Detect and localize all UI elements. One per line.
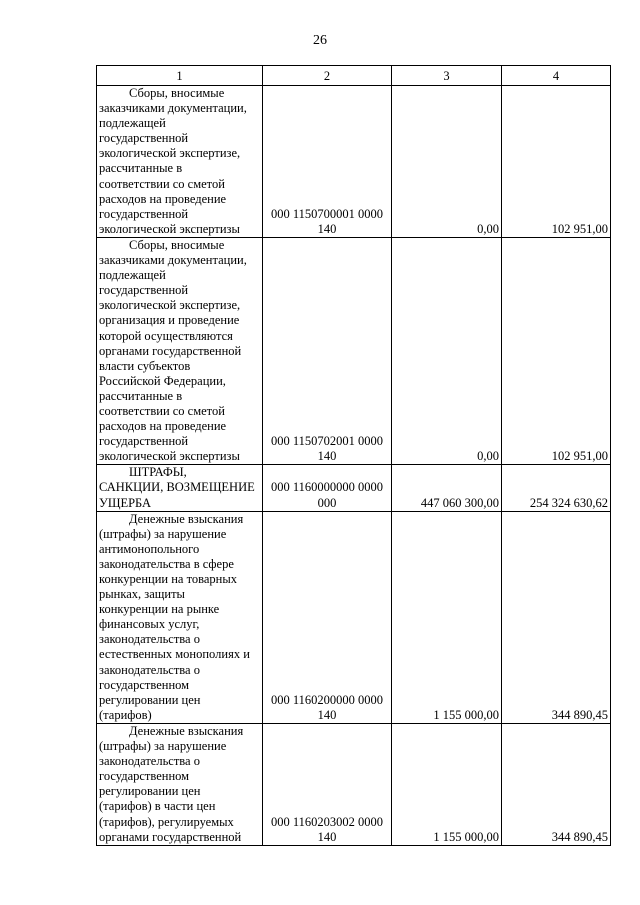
row-code-line: 140: [317, 707, 337, 722]
row-name-line: подлежащей: [99, 116, 166, 131]
budget-table: [96, 65, 611, 846]
row-name-line: законодательства о: [99, 662, 200, 677]
row-name-line: конкуренции на рынке: [99, 602, 220, 617]
table-row: [97, 237, 611, 464]
row-col3-value: 447 060 300,00: [392, 465, 502, 511]
row-name-line: экологической экспертизы: [99, 449, 240, 464]
row-col4-value: 102 951,00: [502, 237, 611, 464]
row-name-line: законодательства о: [99, 754, 200, 769]
row-code-line: 140: [317, 221, 337, 236]
header-col-4: 4: [502, 66, 611, 86]
row-code-line: 000 1160200000 0000: [270, 692, 384, 707]
row-name-line: экологической экспертизе,: [99, 298, 241, 313]
page-number: 26: [313, 33, 327, 48]
table-body: [97, 66, 611, 846]
row-code-line: 000 1150700001 0000: [270, 206, 384, 221]
row-name-line: финансовых услуг,: [99, 617, 200, 632]
row-col3-value: 0,00: [392, 237, 502, 464]
row-name-line: регулировании цен: [99, 784, 201, 799]
row-name-line: ШТРАФЫ,: [129, 465, 187, 480]
row-name-line: (тарифов): [99, 707, 152, 722]
row-name-line: государственной: [99, 131, 189, 146]
row-name-line: расходов на проведение: [99, 191, 227, 206]
row-name-line: расходов на проведение: [99, 419, 227, 434]
row-name-line: Денежные взыскания: [129, 511, 244, 526]
row-name-line: государственной: [99, 283, 189, 298]
row-code-line: 000 1160000000 0000: [270, 480, 384, 495]
row-name-line: регулировании цен: [99, 692, 201, 707]
row-name-cell: [97, 237, 263, 464]
row-code-cell: [263, 465, 392, 511]
row-name-line: которой осуществляются: [99, 328, 233, 343]
row-name-cell: [97, 86, 263, 238]
row-name-cell: [97, 511, 263, 723]
row-name-line: рынках, защиты: [99, 587, 185, 602]
table-row: [97, 465, 611, 511]
row-name-cell: [97, 465, 263, 511]
table-row: [97, 511, 611, 723]
row-code-line: 140: [317, 449, 337, 464]
row-name-line: государственной: [99, 434, 189, 449]
row-code-cell: [263, 511, 392, 723]
table-row: [97, 723, 611, 845]
row-name-line: законодательства в сфере: [99, 556, 234, 571]
row-name-line: заказчиками документации,: [99, 101, 247, 116]
row-name-line: государственной: [99, 206, 189, 221]
row-col4-value: 102 951,00: [502, 86, 611, 238]
row-col3-value: 1 155 000,00: [392, 511, 502, 723]
row-name-line: заказчиками документации,: [99, 253, 247, 268]
row-name-line: соответствии со сметой: [99, 176, 225, 191]
row-name-line: Денежные взыскания: [129, 723, 244, 738]
row-col4-value: 344 890,45: [502, 723, 611, 845]
row-name-line: экологической экспертизе,: [99, 146, 241, 161]
table-row: [97, 86, 611, 238]
row-name-line: законодательства о: [99, 632, 200, 647]
row-name-line: органами государственной: [99, 829, 242, 844]
row-col4-value: 254 324 630,62: [502, 465, 611, 511]
row-name-line: Сборы, вносимые: [129, 86, 225, 100]
row-name-line: государственном: [99, 769, 190, 784]
row-code-line: 000 1160203002 0000: [270, 814, 384, 829]
row-name-line: соответствии со сметой: [99, 403, 225, 418]
row-name-line: экологической экспертизы: [99, 221, 240, 236]
row-code-cell: [263, 86, 392, 238]
row-name-line: естественных монополиях и: [99, 647, 250, 662]
row-name-line: органами государственной: [99, 343, 242, 358]
row-name-line: рассчитанные в: [99, 161, 183, 176]
row-name-line: рассчитанные в: [99, 388, 183, 403]
table-header-row: [97, 66, 611, 86]
row-code-line: 000 1150702001 0000: [270, 434, 384, 449]
row-col4-value: 344 890,45: [502, 511, 611, 723]
row-name-line: власти субъектов: [99, 358, 191, 373]
row-name-line: государственном: [99, 677, 190, 692]
row-name-line: организация и проведение: [99, 313, 240, 328]
row-name-line: антимонопольного: [99, 541, 200, 556]
row-code-line: 140: [317, 829, 337, 844]
row-name-line: Сборы, вносимые: [129, 237, 225, 252]
row-name-line: конкуренции на товарных: [99, 572, 237, 586]
row-name-line: (тарифов), регулируемых: [99, 814, 234, 829]
header-col-2: 2: [263, 66, 392, 86]
row-name-cell: [97, 723, 263, 845]
row-name-line: (тарифов) в части цен: [99, 799, 216, 814]
row-code-line: 000: [317, 495, 337, 510]
row-name-line: Российской Федерации,: [99, 373, 226, 388]
row-code-cell: [263, 723, 392, 845]
row-col3-value: 0,00: [392, 86, 502, 238]
row-name-line: подлежащей: [99, 268, 166, 283]
header-col-3: 3: [392, 66, 502, 86]
row-name-line: (штрафы) за нарушение: [99, 739, 227, 754]
row-code-cell: [263, 237, 392, 464]
row-name-line: (штрафы) за нарушение: [99, 526, 227, 541]
header-col-1: 1: [97, 66, 263, 86]
row-name-line: УЩЕРБА: [99, 495, 152, 510]
row-col3-value: 1 155 000,00: [392, 723, 502, 845]
row-name-line: САНКЦИИ, ВОЗМЕЩЕНИЕ: [99, 480, 255, 495]
